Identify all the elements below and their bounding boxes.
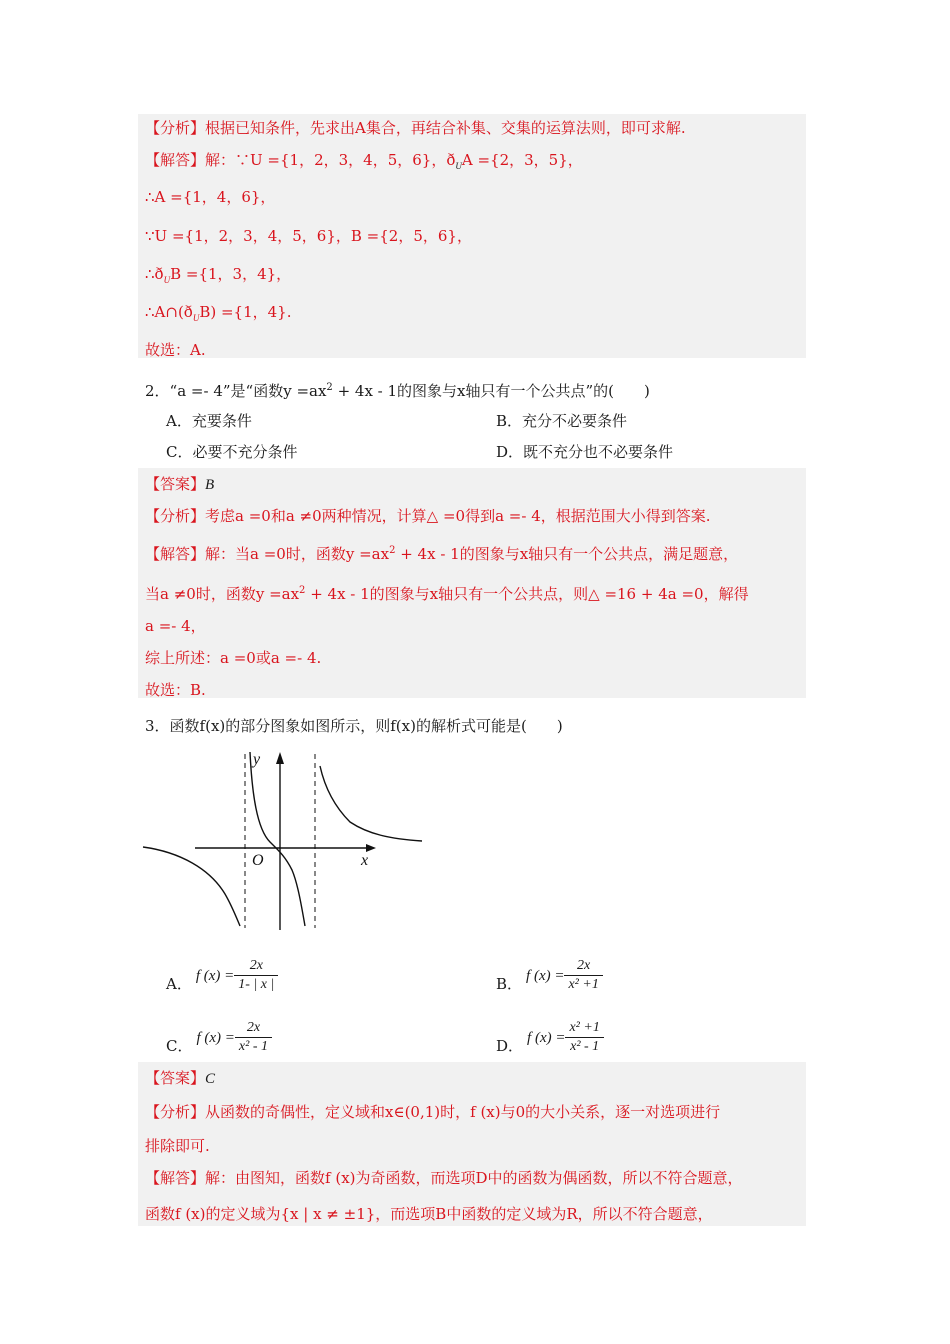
q2-option-c[interactable]: C．必要不充分条件 [166, 443, 298, 461]
q3-answer: 【答案】C [145, 1069, 216, 1087]
q1-solution-line4: $\therefore ð_UB =\{1$，3，4}， [145, 265, 292, 285]
graph-x-label: x [361, 852, 369, 869]
q1-choose: 故选：A. [145, 341, 206, 359]
q3-solution-line2: 函数f (x)的定义域为{x | x ≠ ±1}，而选项B中函数的定义域为R，所以不符合题意， [145, 1205, 713, 1223]
q1-solution-line5: $\therefore A\cap(ð_UB) =\{1$，4}. [145, 303, 292, 323]
q2-solution-line3: a =- 4， [145, 617, 206, 635]
q2-analysis: 【分析】考虑a =0和a ≠0两种情况，计算△ =0得到a =- 4，根据范围大小得到答案. [145, 507, 711, 525]
q3-analysis-line2: 排除即可. [145, 1137, 210, 1155]
q3-option-a[interactable]: A． f (x) = $\frac{2x}{1- | x |}$ [166, 944, 278, 994]
q2-answer: 【答案】B [145, 475, 215, 493]
q3-solution-line1: 【解答】解：由图知，函数f (x)为奇函数，而选项D中的函数为偶函数，所以不符合题意， [145, 1169, 743, 1187]
q2-solution-line4: 综上所述：a =0或a =- 4. [145, 649, 322, 667]
q2-solution-line1: 【解答】解：当a =0时，函数$y =ax^2 + 4x - 1$的图象与x轴只有一个公共点，满足题意， [145, 545, 739, 563]
graph-origin-label: O [252, 852, 264, 869]
q2-option-d[interactable]: D．既不充分也不必要条件 [496, 443, 674, 461]
q1-analysis: 【分析】根据已知条件，先求出A集合，再结合补集、交集的运算法则，即可求解. [145, 119, 686, 137]
q3-option-c[interactable]: C． f (x) = $\frac{2x}{\text{x² - 1}}$ [166, 1006, 272, 1056]
solution-band-3 [138, 1062, 806, 1226]
q1-solution-line1: 【解答】解：∵U ={1，2，3，4，5，6}，$ð_UA =\{2$，3，5}， [145, 151, 583, 171]
q3-analysis-line1: 【分析】从函数的奇偶性，定义域和x∈(0,1)时，f (x)与0的大小关系，逐一对选项进行 [145, 1103, 721, 1121]
q2-option-a[interactable]: A．充要条件 [166, 412, 252, 430]
q1-solution-line2: ∴A ={1，4，6}， [145, 188, 276, 206]
graph-y-label: y [253, 751, 261, 768]
q2-option-b[interactable]: B．充分不必要条件 [496, 412, 628, 430]
q2-stem: 2．“a =- 4”是“函数$y =ax^2 + 4x - 1$的图象与x轴只有一个公共点”的( ) [145, 382, 650, 400]
q3-option-b[interactable]: B． f (x) = $\frac{2x}{\text{x² +1}}$ [496, 944, 603, 994]
q2-solution-line2: 当a ≠0时，函数$y =ax^2 + 4x - 1$的图象与x轴只有一个公共点，则△ =16 + 4a =0，解得 [145, 585, 749, 603]
q3-function-graph [140, 744, 425, 934]
q3-stem: 3．函数f(x)的部分图象如图所示，则f(x)的解析式可能是( ) [145, 717, 563, 735]
q2-choose: 故选：B. [145, 681, 206, 699]
q3-option-d[interactable]: D． f (x) = $\frac{\text{x² +1}}{\text{x² - 1}}$ [496, 1006, 604, 1056]
q1-solution-line3: ∵U ={1，2，3，4，5，6}，B ={2，5，6}， [145, 227, 472, 245]
